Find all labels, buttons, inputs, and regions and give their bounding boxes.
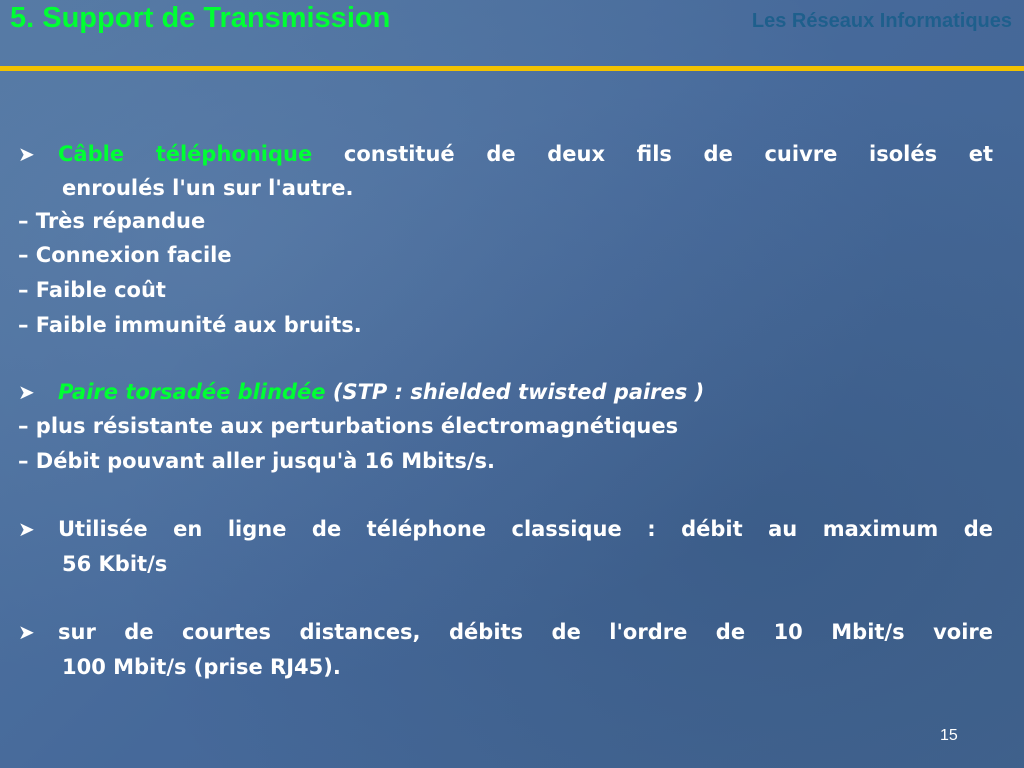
section4-line2: 100 Mbit/s (prise RJ45). — [62, 655, 341, 679]
section3-line1: Utilisée en ligne de téléphone classique : débit au maximum de — [58, 517, 993, 541]
arrow-bullet-icon: ➤ — [18, 142, 35, 166]
header-rule — [0, 66, 1024, 71]
section1-item: – Connexion facile — [18, 243, 232, 267]
section1-text-second: enroulés l'un sur l'autre. — [62, 176, 354, 200]
section1-item: – Faible coût — [18, 278, 166, 302]
section4-line1: sur de courtes distances, débits de l'ordre de 10 Mbit/s voire — [58, 620, 993, 644]
arrow-bullet-icon: ➤ — [18, 517, 35, 541]
highlight-cable-telephonique: Câble téléphonique — [58, 142, 313, 166]
bullet-ligne-telephone — [18, 512, 993, 546]
highlight-paire-torsadee: Paire torsadée blindée — [58, 380, 326, 404]
slide-subtitle: Les Réseaux Informatiques — [751, 10, 1012, 32]
section2-item: – plus résistante aux perturbations électromagnétiques — [18, 414, 679, 438]
arrow-bullet-icon: ➤ — [18, 380, 35, 404]
page-number: 15 — [940, 727, 958, 744]
slide-title: 5. Support de Transmission — [10, 2, 391, 34]
section1-item: – Très répandue — [18, 209, 206, 233]
section3-line2: 56 Kbit/s — [62, 552, 168, 576]
section1-text-first: constitué de deux fils de cuivre isolés et — [343, 142, 994, 166]
bullet-cable-telephonique — [18, 137, 993, 171]
bullet-courtes-distances — [18, 615, 993, 649]
section1-item: – Faible immunité aux bruits. — [18, 313, 362, 337]
arrow-bullet-icon: ➤ — [18, 620, 35, 644]
section2-rest: (STP : shielded twisted paires ) — [332, 380, 705, 404]
section2-item: – Débit pouvant aller jusqu'à 16 Mbits/s. — [18, 449, 496, 473]
bullet-paire-torsadee — [18, 375, 993, 409]
